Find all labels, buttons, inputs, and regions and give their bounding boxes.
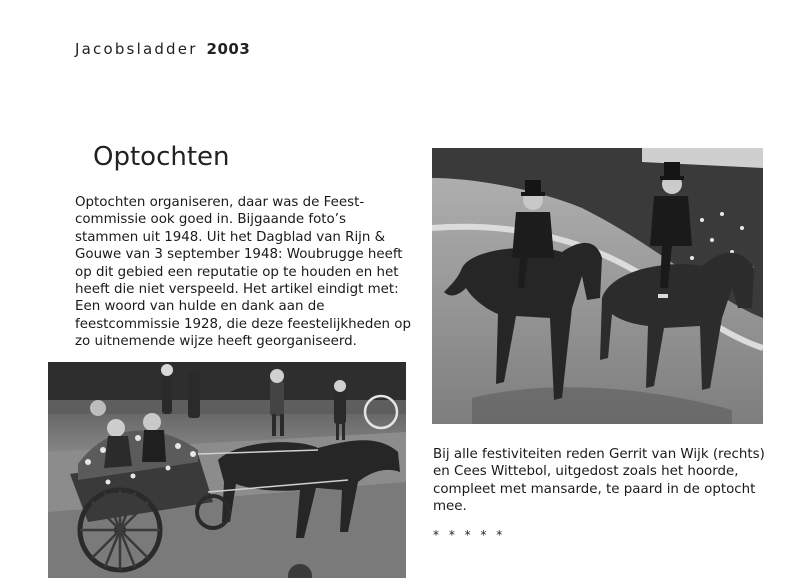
body-line: Gouwe van 3 september 1948: Woubrugge heeft [75, 247, 403, 263]
body-line: Een woord van hulde en dank aan de [75, 299, 325, 315]
horse-riders-photo [432, 148, 763, 424]
body-line: op dit gebied een reputatie op te houden en het [75, 264, 399, 280]
publication-name: Jacobsladder [75, 40, 198, 58]
photo-caption [433, 446, 763, 516]
caption-line: mee. [433, 499, 467, 515]
horse-riders-illustration [432, 148, 763, 424]
body-line: heeft die niet verspeeld. Het artikel eindigt met: [75, 282, 399, 298]
caption-line: en Cees Wittebol, uitgedost zoals het hoorde, [433, 464, 739, 480]
publication-header [75, 40, 250, 58]
body-line: stammen uit 1948. Uit het Dagblad van Rijn & [75, 229, 386, 245]
publication-year: 2003 [206, 40, 251, 58]
article-title: Optochten [93, 142, 230, 172]
body-line: Optochten organiseren, daar was de Feest- [75, 195, 365, 210]
caption-line: compleet met mansarde, te paard in de optocht [433, 481, 756, 497]
carriage-photo [48, 362, 406, 578]
carriage-photo-illustration [48, 362, 406, 578]
section-end-marker: * * * * * [433, 528, 506, 542]
article-body [75, 194, 410, 351]
body-line: commissie ook goed in. Bijgaande foto’s [75, 212, 346, 228]
caption-line: Bij alle festiviteiten reden Gerrit van Wijk (rechts) [433, 447, 765, 462]
body-line: zo uitnemende wijze heeft georganiseerd. [75, 334, 357, 350]
body-line: feestcommissie 1928, die deze feestelijkheden op [75, 316, 411, 332]
